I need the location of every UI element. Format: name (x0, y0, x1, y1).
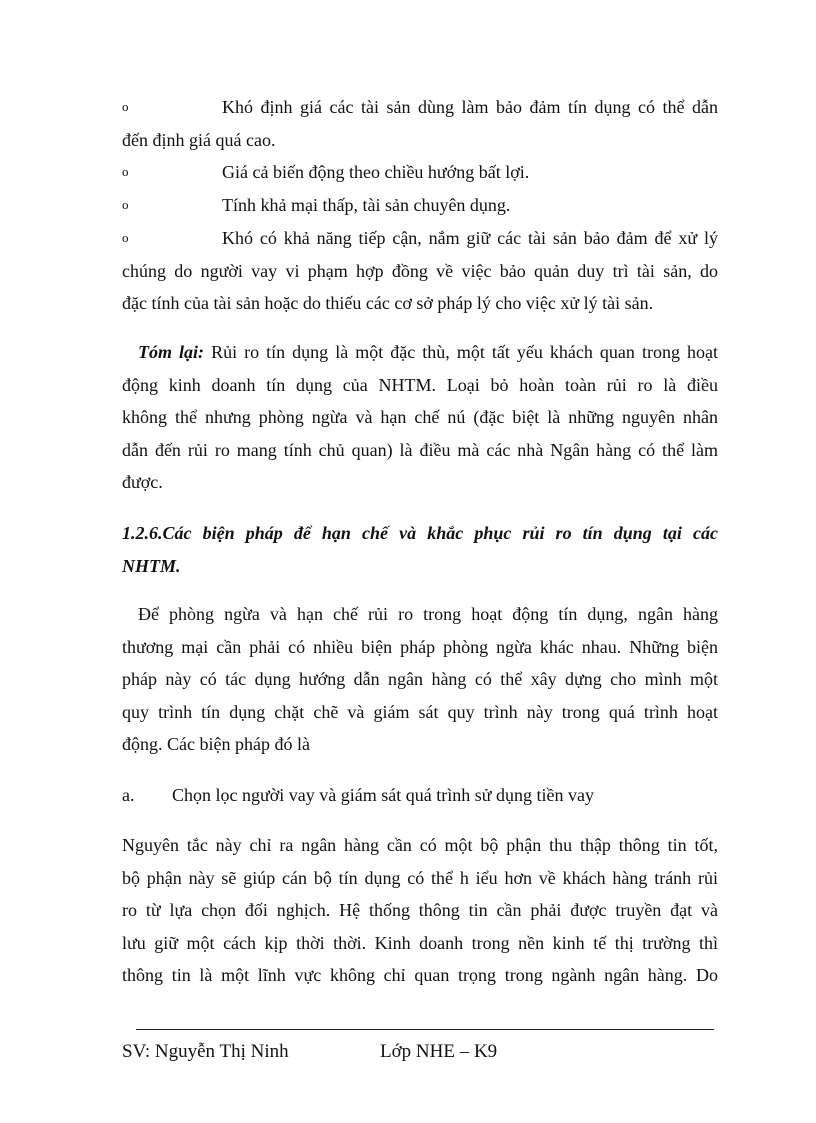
summary-line-5: được. (122, 472, 163, 492)
summary-line-1-text: Rủi ro tín dụng là một đặc thù, một tất yếu khách quan trong hoạt (204, 342, 718, 362)
bullet-marker: o (122, 197, 129, 212)
bullet-item-4 (122, 222, 718, 320)
footer-divider (136, 1029, 714, 1030)
bullet-4-line-3: đặc tính của tài sản hoặc do thiếu các cơ sở pháp lý cho việc xử lý tài sản. (122, 293, 654, 313)
bullet-1-line-1: Khó định giá các tài sản dùng làm bảo đảm tín dụng có thể dẫn (222, 97, 718, 117)
intro-line-4: quy trình tín dụng chặt chẽ và giám sát quy trình này trong quá trình hoạt (122, 701, 718, 722)
section-heading-line-1: 1.2.6.Các biện pháp để hạn chế và khắc phục rủi ro tín dụng tại các (122, 523, 718, 543)
intro-line-3: pháp này có tác dụng hướng dẫn ngân hàng có thể xây dựng cho mình một (122, 669, 718, 689)
bullet-2-line-1: Giá cả biến động theo chiều hướng bất lợi. (222, 162, 530, 182)
body-line-3: ro từ lựa chọn đối nghịch. Hệ thống thông tin cần phải được truyền đạt và (122, 900, 718, 920)
footer-student-name: SV: Nguyễn Thị Ninh (122, 1041, 289, 1062)
bullet-item-3 (122, 189, 718, 222)
bullet-marker: o (122, 99, 129, 114)
body-line-4: lưu giữ một cách kịp thời thời. Kinh doanh trong nền kinh tế thị trường thì (122, 932, 718, 953)
bullet-3-line-1: Tính khả mại thấp, tài sản chuyên dụng. (222, 195, 511, 215)
body-paragraph (122, 829, 718, 992)
intro-line-5: động. Các biện pháp đó là (122, 734, 310, 754)
intro-line-2: thương mại cần phải có nhiều biện pháp phòng ngừa khác nhau. Những biện (122, 636, 718, 657)
subsection-letter: a. (122, 785, 135, 805)
summary-line-4: dẫn đến rủi ro mang tính chủ quan) là điều mà các nhà Ngân hàng có thể làm (122, 439, 718, 460)
bullet-marker: o (122, 230, 129, 245)
bullet-item-2 (122, 156, 718, 189)
intro-paragraph (122, 598, 718, 761)
section-heading (122, 517, 718, 582)
bullet-4-line-2: chúng do người vay vi phạm hợp đồng về việc bảo quản duy trì tài sản, do (122, 260, 718, 281)
section-heading-line-2: NHTM. (122, 555, 181, 576)
bullet-1-line-2: đến định giá quá cao. (122, 129, 276, 150)
summary-line-3: không thể nhưng phòng ngừa và hạn chế nú (đặc biệt là những nguyên nhân (122, 407, 718, 427)
subsection-title: Chọn lọc người vay và giám sát quá trình sử dụng tiền vay (172, 785, 594, 805)
bullet-item-1 (122, 91, 718, 156)
subsection-a (122, 779, 718, 812)
footer-class: Lớp NHE – K9 (380, 1041, 498, 1062)
bullet-marker: o (122, 164, 129, 179)
summary-line-2: động kinh doanh tín dụng của NHTM. Loại bỏ hoàn toàn rủi ro là điều (122, 374, 718, 395)
intro-line-1: Để phòng ngừa và hạn chế rủi ro trong hoạt động tín dụng, ngân hàng (138, 604, 718, 624)
summary-paragraph (122, 336, 718, 499)
body-line-1: Nguyên tắc này chỉ ra ngân hàng cần có một bộ phận thu thập thông tin tốt, (122, 835, 718, 855)
body-line-2: bộ phận này sẽ giúp cán bộ tín dụng có thể h iểu hơn về khách hàng tránh rủi (122, 867, 718, 888)
summary-line-1 (122, 336, 718, 369)
bullet-4-line-1: Khó có khả năng tiếp cận, nắm giữ các tài sản bảo đảm để xử lý (222, 228, 718, 248)
body-line-5: thông tin là một lĩnh vực không chỉ quan trọng trong ngành ngân hàng. Do (122, 965, 718, 985)
summary-label: Tóm lại: (138, 342, 205, 362)
